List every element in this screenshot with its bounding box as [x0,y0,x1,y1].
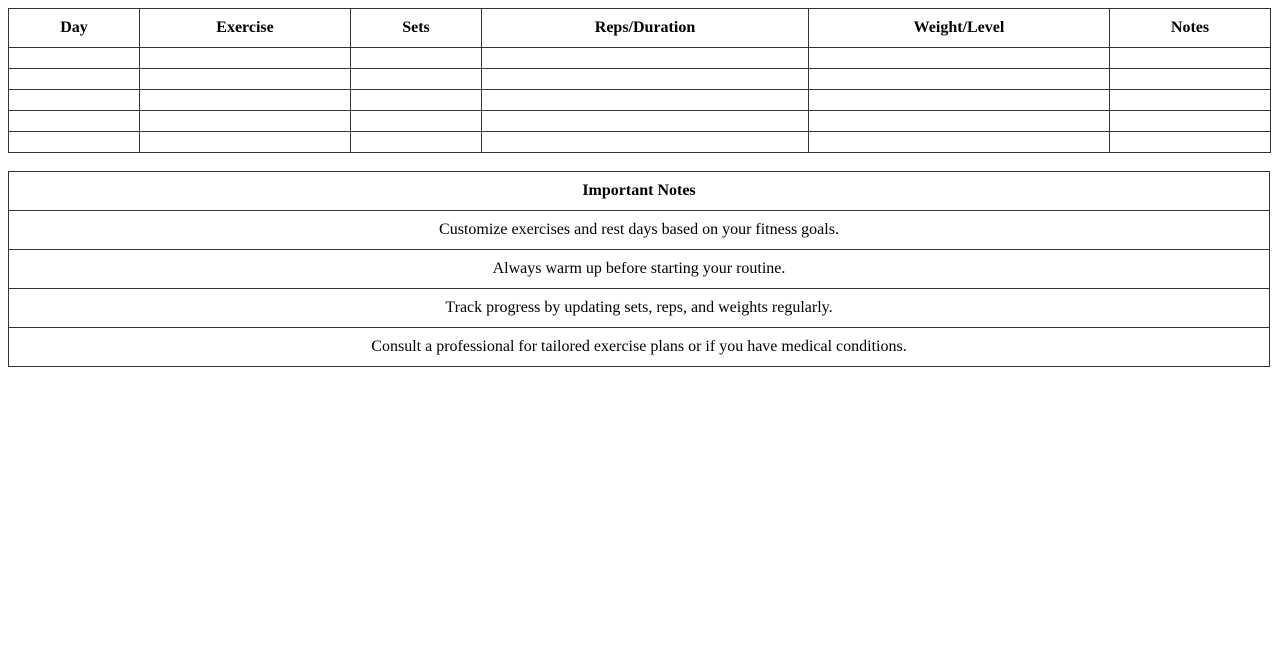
cell-reps-duration[interactable] [482,69,809,90]
cell-reps-duration[interactable] [482,90,809,111]
cell-day[interactable] [9,132,140,153]
header-day: Day [9,9,140,48]
cell-weight-level[interactable] [809,111,1110,132]
list-item [9,250,1270,289]
cell-day[interactable] [9,69,140,90]
list-item [9,289,1270,328]
table-row [9,90,1271,111]
list-item [9,211,1270,250]
cell-notes[interactable] [1110,90,1271,111]
cell-weight-level[interactable] [809,48,1110,69]
table-row [9,48,1271,69]
header-weight-level: Weight/Level [809,9,1110,48]
cell-notes[interactable] [1110,48,1271,69]
cell-exercise[interactable] [140,132,351,153]
header-sets: Sets [351,9,482,48]
schedule-header-row [9,9,1271,48]
cell-exercise[interactable] [140,69,351,90]
cell-notes[interactable] [1110,132,1271,153]
cell-exercise[interactable] [140,90,351,111]
note-text: Consult a professional for tailored exercise plans or if you have medical conditions. [9,328,1270,367]
table-row [9,111,1271,132]
cell-sets[interactable] [351,69,482,90]
header-reps-duration: Reps/Duration [482,9,809,48]
cell-reps-duration[interactable] [482,111,809,132]
cell-notes[interactable] [1110,69,1271,90]
cell-weight-level[interactable] [809,69,1110,90]
cell-exercise[interactable] [140,48,351,69]
cell-day[interactable] [9,90,140,111]
cell-notes[interactable] [1110,111,1271,132]
list-item [9,328,1270,367]
cell-reps-duration[interactable] [482,132,809,153]
cell-sets[interactable] [351,48,482,69]
cell-exercise[interactable] [140,111,351,132]
note-text: Track progress by updating sets, reps, and weights regularly. [9,289,1270,328]
note-text: Always warm up before starting your routine. [9,250,1270,289]
header-exercise: Exercise [140,9,351,48]
cell-day[interactable] [9,48,140,69]
important-notes-table [8,171,1270,367]
header-notes: Notes [1110,9,1271,48]
table-row [9,132,1271,153]
table-row [9,69,1271,90]
workout-schedule-table [8,8,1271,153]
cell-sets[interactable] [351,132,482,153]
notes-header-row [9,172,1270,211]
cell-sets[interactable] [351,111,482,132]
cell-weight-level[interactable] [809,132,1110,153]
cell-sets[interactable] [351,90,482,111]
notes-title: Important Notes [9,172,1270,211]
cell-day[interactable] [9,111,140,132]
note-text: Customize exercises and rest days based on your fitness goals. [9,211,1270,250]
cell-reps-duration[interactable] [482,48,809,69]
page [8,8,1270,367]
cell-weight-level[interactable] [809,90,1110,111]
